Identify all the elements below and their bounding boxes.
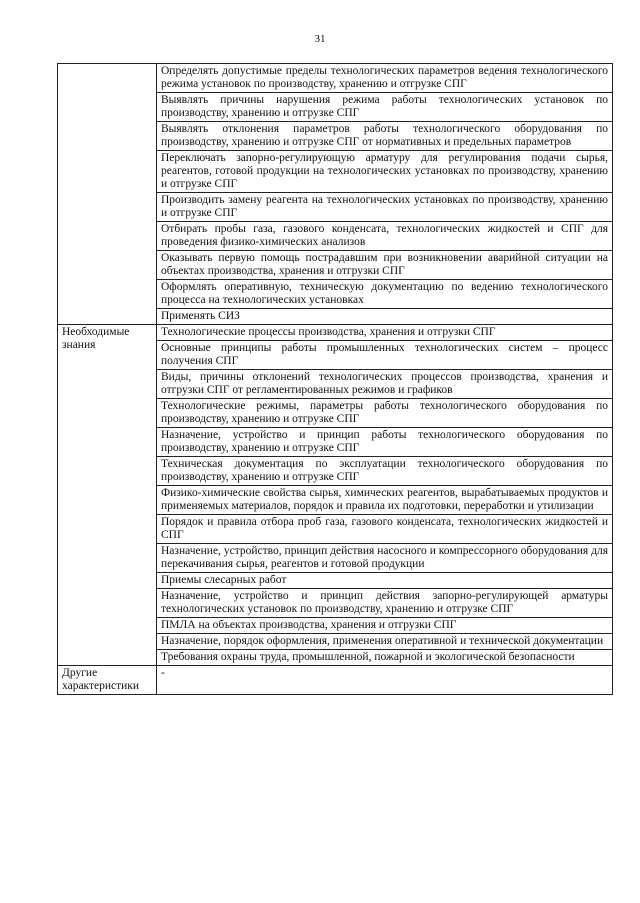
requirement-item: Применять СИЗ — [157, 309, 613, 325]
requirement-item: Основные принципы работы промышленных технологических систем – процесс получения СПГ — [157, 341, 613, 370]
requirement-item: Физико-химические свойства сырья, химических реагентов, вырабатываемых продуктов и применяемых материалов, порядок и правила их подготовки, переработки и утилизации — [157, 486, 613, 515]
requirement-item: Оформлять оперативную, техническую документацию по ведению технологического процесса на технологических установках — [157, 280, 613, 309]
requirement-item: - — [157, 666, 613, 695]
requirement-item: Определять допустимые пределы технологических параметров ведения технологического режима установок по производству, хранению и отгрузке СПГ — [157, 64, 613, 93]
requirement-item: Виды, причины отклонений технологических процессов производства, хранения и отгрузки СПГ от регламентированных режимов и графиков — [157, 370, 613, 399]
requirement-item: Технологические процессы производства, хранения и отгрузки СПГ — [157, 325, 613, 341]
section-label: Необходимые знания — [58, 325, 157, 666]
table-row — [58, 325, 613, 341]
requirement-item: Назначение, устройство и принцип действия запорно-регулирующей арматуры технологических установок по производству, хранению и отгрузке СПГ — [157, 589, 613, 618]
requirement-item: Требования охраны труда, промышленной, пожарной и экологической безопасности — [157, 650, 613, 666]
requirement-item: ПМЛА на объектах производства, хранения и отгрузки СПГ — [157, 618, 613, 634]
requirement-item: Отбирать пробы газа, газового конденсата, технологических жидкостей и СПГ для проведения физико-химических анализов — [157, 222, 613, 251]
requirement-item: Назначение, устройство, принцип действия насосного и компрессорного оборудования для перекачивания сырья, реагентов и готовой продукции — [157, 544, 613, 573]
table-row — [58, 64, 613, 93]
requirement-item: Приемы слесарных работ — [157, 573, 613, 589]
table-row — [58, 666, 613, 695]
requirement-item: Техническая документация по эксплуатации технологического оборудования по производству, хранению и отгрузке СПГ — [157, 457, 613, 486]
requirement-item: Оказывать первую помощь пострадавшим при возникновении аварийной ситуации на объектах производства, хранения и отгрузки СПГ — [157, 251, 613, 280]
requirement-item: Назначение, порядок оформления, применения оперативной и технической документации — [157, 634, 613, 650]
requirement-item: Технологические режимы, параметры работы технологического оборудования по производству, хранению и отгрузке СПГ — [157, 399, 613, 428]
section-label — [58, 64, 157, 325]
requirement-item: Выявлять причины нарушения режима работы технологических установок по производству, хранению и отгрузке СПГ — [157, 93, 613, 122]
requirements-table-body — [58, 64, 613, 695]
requirement-item: Назначение, устройство и принцип работы технологического оборудования по производству, хранению и отгрузке СПГ — [157, 428, 613, 457]
requirement-item: Выявлять отклонения параметров работы технологического оборудования по производству, хранению и отгрузке СПГ от нормативных и предельных параметров — [157, 122, 613, 151]
requirement-item: Порядок и правила отбора проб газа, газового конденсата, технологических жидкостей и СПГ — [157, 515, 613, 544]
requirement-item: Производить замену реагента на технологических установках по производству, хранению и отгрузке СПГ — [157, 193, 613, 222]
requirement-item: Переключать запорно-регулирующую арматуру для регулирования подачи сырья, реагентов, готовой продукции на технологических установках по производству, хранению и отгрузке СПГ — [157, 151, 613, 193]
page-number: 31 — [314, 33, 326, 45]
section-label: Другие характеристики — [58, 666, 157, 695]
requirements-table — [57, 63, 613, 695]
